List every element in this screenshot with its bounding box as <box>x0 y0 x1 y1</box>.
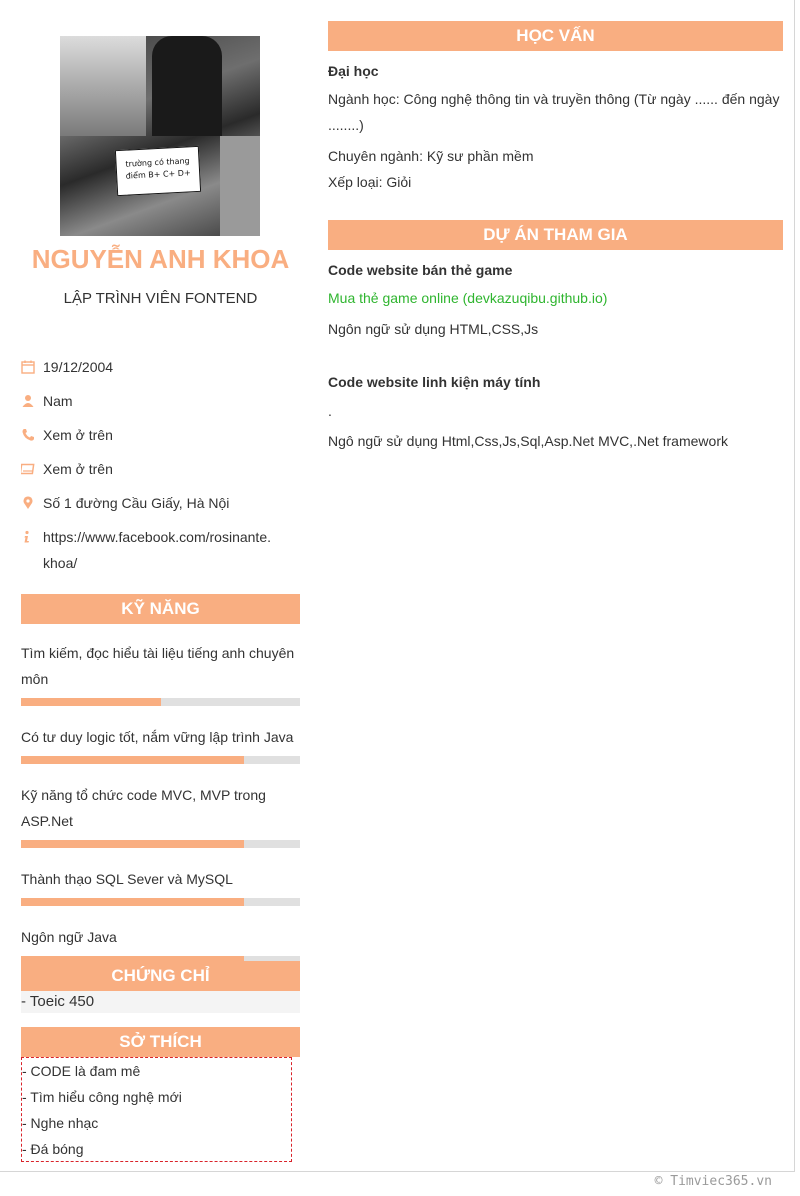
avatar-speech-bubble <box>115 146 201 196</box>
skill-item <box>21 638 300 706</box>
skill-bar-fill <box>21 898 244 906</box>
info-icon <box>21 530 35 544</box>
certificates-heading: CHỨNG CHỈ <box>21 961 300 991</box>
skill-name: môn <box>21 671 49 687</box>
skill-bar <box>21 898 300 906</box>
skill-bar-fill <box>21 698 161 706</box>
certificate-item: - Toeic 450 <box>21 991 300 1013</box>
education-heading: HỌC VẤN <box>328 21 783 51</box>
avatar-figure <box>152 36 222 136</box>
location-icon <box>21 496 35 510</box>
info-birthdate <box>21 354 300 380</box>
skill-bar <box>21 756 300 764</box>
project-name: Code website linh kiện máy tính <box>328 374 541 390</box>
education-specialty: Chuyên ngành: Kỹ sư phần mềm <box>328 148 534 164</box>
project-link[interactable]: Mua thẻ game online (devkazuqibu.github.io) <box>328 290 608 306</box>
project-detail: . <box>328 403 332 419</box>
avatar-caption: trường có thang <box>125 156 190 169</box>
skill-item <box>21 780 300 848</box>
hobby-item: - CODE là đam mê <box>22 1063 141 1079</box>
skill-item <box>21 922 300 964</box>
education-rank: Xếp loại: Giỏi <box>328 174 412 190</box>
skill-item <box>21 722 300 764</box>
skill-name: Ngôn ngữ Java <box>21 929 117 945</box>
info-link[interactable]: https://www.facebook.com/rosinante. <box>43 529 271 545</box>
personal-info <box>21 354 300 584</box>
skill-name: ASP.Net <box>21 813 73 829</box>
education-school: Đại học <box>328 63 379 79</box>
skill-bar <box>21 698 300 706</box>
avatar-panel <box>60 36 146 136</box>
candidate-role: LẬP TRÌNH VIÊN FONTEND <box>63 290 258 307</box>
info-text: Số 1 đường Cầu Giấy, Hà Nội <box>43 495 230 511</box>
skill-name: Thành thạo SQL Sever và MySQL <box>21 871 233 887</box>
calendar-icon <box>21 360 35 374</box>
email-icon <box>21 462 35 476</box>
avatar <box>60 36 260 236</box>
info-facebook <box>21 524 300 576</box>
avatar-panel <box>220 136 260 236</box>
skills-heading: KỸ NĂNG <box>21 594 300 624</box>
user-icon <box>21 394 35 408</box>
project-name: Code website bán thẻ game <box>328 262 513 278</box>
skill-name: Tìm kiếm, đọc hiểu tài liệu tiếng anh chuyên <box>21 645 295 661</box>
avatar-caption: điểm B+ C+ D+ <box>125 168 191 181</box>
project-description: Ngô ngữ sử dụng Html,Css,Js,Sql,Asp.Net MVC,.Net framework <box>328 433 728 449</box>
skill-bar <box>21 840 300 848</box>
hobbies-list <box>21 1057 292 1162</box>
info-text: Xem ở trên <box>43 427 113 443</box>
info-text: Nam <box>43 393 73 409</box>
info-phone <box>21 422 300 448</box>
education-major: Ngành học: Công nghệ thông tin và truyền thông (Từ ngày ...... đến ngày <box>328 91 780 107</box>
education-major: ........) <box>328 117 364 133</box>
info-gender <box>21 388 300 414</box>
skills-list <box>21 638 300 980</box>
info-email <box>21 456 300 482</box>
skill-bar-fill <box>21 756 244 764</box>
info-text: 19/12/2004 <box>43 359 114 375</box>
skill-bar-fill <box>21 840 244 848</box>
hobby-item: - Nghe nhạc <box>22 1115 99 1131</box>
info-link[interactable]: khoa/ <box>43 555 78 571</box>
skill-name: Có tư duy logic tốt, nắm vững lập trình Java <box>21 729 294 745</box>
info-address <box>21 490 300 516</box>
hobby-item: - Đá bóng <box>22 1141 84 1157</box>
hobbies-heading: SỞ THÍCH <box>21 1027 300 1057</box>
skill-item <box>21 864 300 906</box>
projects-heading: DỰ ÁN THAM GIA <box>328 220 783 250</box>
project-description: Ngôn ngữ sử dụng HTML,CSS,Js <box>328 321 539 337</box>
footer-credit: © Timviec365.vn <box>654 1174 772 1189</box>
phone-icon <box>21 428 35 442</box>
skill-name: Kỹ năng tổ chức code MVC, MVP trong <box>21 787 266 803</box>
hobby-item: - Tìm hiểu công nghệ mới <box>22 1089 182 1105</box>
candidate-name: NGUYỄN ANH KHOA <box>31 244 290 274</box>
info-text: Xem ở trên <box>43 461 113 477</box>
